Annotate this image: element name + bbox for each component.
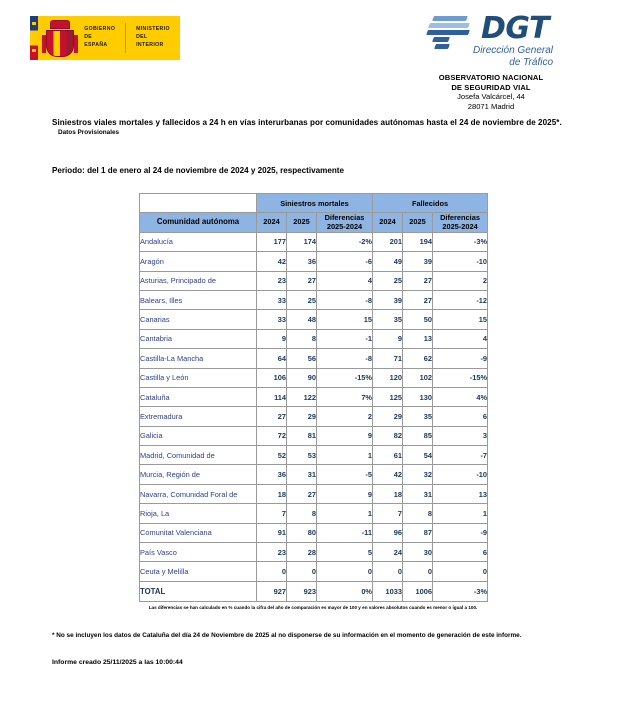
cell-sm2024: 91 (257, 523, 287, 542)
dgt-subtitle-line-2: de Tráfico (509, 56, 554, 68)
cell-sm2025: 53 (287, 446, 317, 465)
cell-fdif: -10 (433, 252, 488, 271)
cell-smdif: 5 (317, 543, 373, 562)
cell-region: Rioja, La (140, 504, 257, 523)
cell-f2025: 31 (403, 484, 433, 503)
total-cell-f2025: 1006 (403, 581, 433, 601)
cell-sm2025: 28 (287, 543, 317, 562)
table-row (140, 562, 488, 581)
cell-fdif: 0 (433, 562, 488, 581)
cell-fdif: 2 (433, 271, 488, 290)
f-dif-line-2: 2025-2024 (442, 221, 478, 231)
cell-f2025: 0 (403, 562, 433, 581)
f-dif-line-1: Diferencias (440, 213, 480, 223)
cell-smdif: -6 (317, 252, 373, 271)
cell-smdif: 9 (317, 426, 373, 445)
cell-fdif: -12 (433, 290, 488, 309)
cell-f2024: 125 (373, 387, 403, 406)
dgt-logo-block (386, 12, 596, 111)
group-header-siniestros-mortales: Siniestros mortales (257, 194, 373, 213)
cell-fdif: -9 (433, 349, 488, 368)
cell-sm2024: 52 (257, 446, 287, 465)
total-cell-sm2025: 923 (287, 581, 317, 601)
cell-sm2025: 90 (287, 368, 317, 387)
cell-region: Cataluña (140, 387, 257, 406)
cell-sm2024: 7 (257, 504, 287, 523)
cell-sm2024: 114 (257, 387, 287, 406)
cell-smdif: 2 (317, 407, 373, 426)
cell-f2024: 42 (373, 465, 403, 484)
cell-f2024: 9 (373, 329, 403, 348)
cell-f2025: 87 (403, 523, 433, 542)
table-row (140, 290, 488, 309)
cell-smdif: 1 (317, 446, 373, 465)
cell-sm2025: 56 (287, 349, 317, 368)
address-line-2: 28071 Madrid (467, 101, 515, 111)
cell-f2024: 71 (373, 349, 403, 368)
cell-f2024: 24 (373, 543, 403, 562)
document-title-block (52, 118, 622, 136)
cell-sm2024: 33 (257, 290, 287, 309)
table-footnote: Las diferencias se han calculado en % cuando la cifra del año de comparación es mayor de 100 y en valores absolutos cuando es menor o igual a 100. (148, 604, 478, 610)
table-row (140, 446, 488, 465)
cell-sm2024: 36 (257, 465, 287, 484)
cell-sm2025: 174 (287, 232, 317, 251)
cell-sm2024: 18 (257, 484, 287, 503)
table-row (140, 523, 488, 542)
total-cell-sm2024: 927 (257, 581, 287, 601)
cell-region: Aragón (140, 252, 257, 271)
cell-smdif: -11 (317, 523, 373, 542)
cell-sm2025: 36 (287, 252, 317, 271)
cell-f2024: 29 (373, 407, 403, 426)
cell-region: Cantabria (140, 329, 257, 348)
cell-smdif: -1 (317, 329, 373, 348)
data-table-container (139, 193, 487, 610)
gobierno-logo-text (74, 16, 180, 60)
column-header-f-2024: 2024 (373, 213, 403, 232)
cell-region: Extremadura (140, 407, 257, 426)
cell-region: Comunitat Valenciana (140, 523, 257, 542)
sm-dif-line-2: 2025-2024 (326, 221, 363, 231)
cell-f2025: 50 (403, 310, 433, 329)
cell-smdif: -2% (317, 232, 373, 251)
column-header-sm-diferencias (317, 213, 373, 232)
cell-smdif: 0 (317, 562, 373, 581)
table-row (140, 387, 488, 406)
cell-f2024: 61 (373, 446, 403, 465)
cell-f2025: 102 (403, 368, 433, 387)
cell-smdif: -5 (317, 465, 373, 484)
cell-region: Balears, Illes (140, 290, 257, 309)
cell-f2025: 62 (403, 349, 433, 368)
cell-smdif: -8 (317, 290, 373, 309)
catalonia-footnote: * No se incluyen los datos de Cataluña del día 24 de Noviembre de 2025 al no disponerse de su información en el momento de generación de este informe. (52, 631, 522, 639)
cell-fdif: -7 (433, 446, 488, 465)
cell-f2024: 18 (373, 484, 403, 503)
cell-sm2025: 25 (287, 290, 317, 309)
spain-flag-strip-icon (30, 16, 38, 60)
cell-f2025: 35 (403, 407, 433, 426)
table-row (140, 368, 488, 387)
cell-sm2024: 9 (257, 329, 287, 348)
cell-smdif: 4 (317, 271, 373, 290)
table-row (140, 271, 488, 290)
cell-fdif: -9 (433, 523, 488, 542)
cell-sm2024: 27 (257, 407, 287, 426)
cell-fdif: 1 (433, 504, 488, 523)
cell-fdif: 6 (433, 407, 488, 426)
table-row (140, 426, 488, 445)
cell-fdif: -3% (433, 232, 488, 251)
cell-sm2024: 0 (257, 562, 287, 581)
cell-f2025: 32 (403, 465, 433, 484)
observatory-line-2: DE SEGURIDAD VIAL (451, 82, 531, 92)
table-row (140, 232, 488, 251)
header-blank-cell (140, 194, 257, 213)
cell-f2025: 27 (403, 290, 433, 309)
cell-f2024: 82 (373, 426, 403, 445)
cell-region: Murcia, Región de (140, 465, 257, 484)
cell-fdif: -10 (433, 465, 488, 484)
cell-region: Andalucía (140, 232, 257, 251)
cell-f2024: 201 (373, 232, 403, 251)
cell-smdif: 9 (317, 484, 373, 503)
cell-sm2024: 64 (257, 349, 287, 368)
table-row (140, 484, 488, 503)
cell-sm2025: 8 (287, 329, 317, 348)
cell-f2025: 85 (403, 426, 433, 445)
cell-smdif: -8 (317, 349, 373, 368)
cell-smdif: 1 (317, 504, 373, 523)
column-header-sm-2025: 2025 (287, 213, 317, 232)
cell-sm2024: 106 (257, 368, 287, 387)
cell-fdif: 4 (433, 329, 488, 348)
page-header (0, 0, 622, 111)
cell-sm2024: 72 (257, 426, 287, 445)
cell-f2025: 39 (403, 252, 433, 271)
cell-fdif: 15 (433, 310, 488, 329)
table-row (140, 329, 488, 348)
cell-f2024: 120 (373, 368, 403, 387)
table-row (140, 252, 488, 271)
cell-f2024: 0 (373, 562, 403, 581)
table-body (140, 232, 488, 601)
gov-line-2: DE ESPAÑA (84, 34, 108, 48)
cell-fdif: -15% (433, 368, 488, 387)
table-row (140, 310, 488, 329)
total-cell-f2024: 1033 (373, 581, 403, 601)
cell-sm2024: 23 (257, 271, 287, 290)
cell-f2025: 13 (403, 329, 433, 348)
column-header-f-diferencias (433, 213, 488, 232)
cell-sm2024: 33 (257, 310, 287, 329)
cell-f2025: 8 (403, 504, 433, 523)
dgt-arrow-icon (425, 12, 471, 56)
cell-sm2025: 80 (287, 523, 317, 542)
ministry-line-2: DEL INTERIOR (136, 34, 164, 48)
report-created-timestamp: Informe creado 25/11/2025 a las 10:00:44 (52, 658, 183, 666)
table-group-header-row (140, 194, 488, 213)
cell-region: Galicia (140, 426, 257, 445)
table-row (140, 543, 488, 562)
table-row (140, 504, 488, 523)
cell-sm2025: 8 (287, 504, 317, 523)
cell-sm2025: 27 (287, 271, 317, 290)
cell-region: Madrid, Comunidad de (140, 446, 257, 465)
cell-sm2025: 122 (287, 387, 317, 406)
dgt-subtitle-line-1: Dirección General (472, 45, 554, 56)
observatory-line-1: OBSERVATORIO NACIONAL (438, 73, 544, 82)
cell-f2025: 27 (403, 271, 433, 290)
cell-sm2025: 0 (287, 562, 317, 581)
column-header-f-2025: 2025 (403, 213, 433, 232)
cell-f2024: 35 (373, 310, 403, 329)
sm-dif-line-1: Diferencias (324, 213, 365, 223)
table-column-header-row (140, 213, 488, 232)
cell-smdif: -15% (317, 368, 373, 387)
total-cell-fdif: -3% (433, 581, 488, 601)
cell-f2024: 25 (373, 271, 403, 290)
cell-sm2025: 31 (287, 465, 317, 484)
cell-sm2024: 23 (257, 543, 287, 562)
cell-f2024: 39 (373, 290, 403, 309)
cell-sm2025: 81 (287, 426, 317, 445)
address-line-1: Josefa Valcárcel, 44 (457, 92, 525, 102)
cell-sm2025: 27 (287, 484, 317, 503)
dgt-wordmark: DGT (481, 11, 549, 46)
cell-fdif: 13 (433, 484, 488, 503)
gov-line-1: GOBIERNO (84, 26, 116, 33)
total-cell-region: TOTAL (140, 581, 257, 601)
cell-region: Navarra, Comunidad Foral de (140, 484, 257, 503)
cell-smdif: 15 (317, 310, 373, 329)
table-total-row (140, 581, 488, 601)
cell-smdif: 7% (317, 387, 373, 406)
total-cell-smdif: 0% (317, 581, 373, 601)
cell-fdif: 4% (433, 387, 488, 406)
page-title: Siniestros viales mortales y fallecidos a 24 h en vías interurbanas por comunidades autónomas hasta el 24 de noviembre de 2025*. (52, 118, 562, 127)
cell-region: País Vasco (140, 543, 257, 562)
cell-f2025: 54 (403, 446, 433, 465)
cell-f2024: 96 (373, 523, 403, 542)
column-header-region: Comunidad autónoma (140, 213, 257, 232)
cell-fdif: 6 (433, 543, 488, 562)
cell-fdif: 3 (433, 426, 488, 445)
cell-sm2024: 177 (257, 232, 287, 251)
cell-f2024: 49 (373, 252, 403, 271)
cell-region: Castilla-La Mancha (140, 349, 257, 368)
ministry-line-1: MINISTERIO (136, 26, 170, 33)
period-label: Periodo: del 1 de enero al 24 de noviembre de 2024 y 2025, respectivamente (52, 166, 344, 175)
page-subtitle: Datos Provisionales (58, 129, 120, 136)
casualties-table (139, 193, 488, 602)
cell-sm2024: 42 (257, 252, 287, 271)
cell-region: Castilla y León (140, 368, 257, 387)
table-row (140, 465, 488, 484)
spain-coat-of-arms-icon (46, 20, 74, 57)
column-header-sm-2024: 2024 (257, 213, 287, 232)
table-row (140, 407, 488, 426)
cell-sm2025: 29 (287, 407, 317, 426)
cell-sm2025: 48 (287, 310, 317, 329)
cell-region: Asturias, Principado de (140, 271, 257, 290)
cell-f2025: 194 (403, 232, 433, 251)
table-row (140, 349, 488, 368)
gobierno-de-espana-logo (30, 16, 180, 60)
cell-f2025: 130 (403, 387, 433, 406)
cell-region: Canarias (140, 310, 257, 329)
cell-f2024: 7 (373, 504, 403, 523)
cell-region: Ceuta y Melilla (140, 562, 257, 581)
group-header-fallecidos: Fallecidos (373, 194, 488, 213)
cell-f2025: 30 (403, 543, 433, 562)
